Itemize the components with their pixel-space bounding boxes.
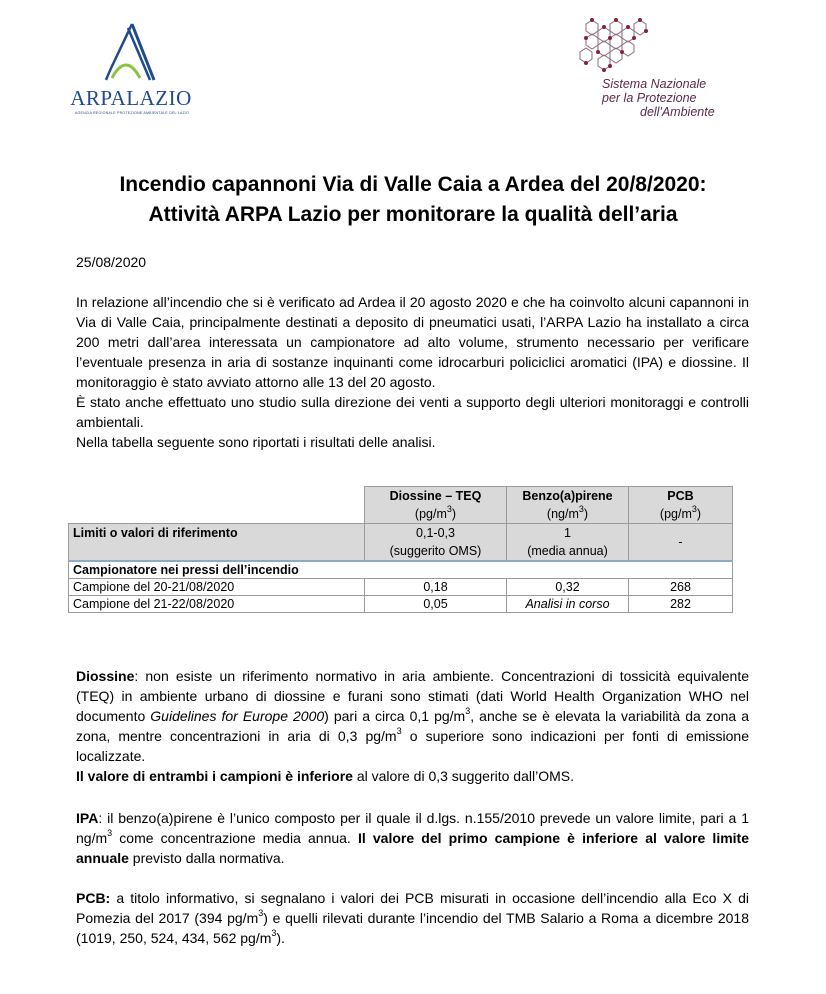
snpa-line-1: Sistema Nazionale xyxy=(602,77,707,91)
table-row-limits xyxy=(69,524,733,562)
column-unit: $(ng/m^3)$ xyxy=(546,503,589,521)
arpa-mountain-icon xyxy=(104,22,160,84)
column-name: Diossine – TEQ xyxy=(389,489,482,503)
column-header-benzo xyxy=(507,487,629,524)
snpa-logo xyxy=(572,14,752,124)
row-label: Campione del 20-21/08/2020 xyxy=(69,579,365,596)
table-row xyxy=(69,579,733,596)
intro-paragraph-2: È stato anche effettuato uno studio sulla direzione dei venti a supporto degli ulteriori monitoraggi e controlli ambientali. xyxy=(76,394,749,430)
column-header-diossine xyxy=(365,487,507,524)
page-title-line-1: Incendio capannoni Via di Valle Caia a Ardea del 20/8/2020: xyxy=(119,173,707,196)
arpa-logo-text: ARPALAZIO xyxy=(70,86,192,110)
document-date: 25/08/2020 xyxy=(76,254,147,270)
column-header-pcb xyxy=(629,487,733,524)
snpa-line-2: per la Protezione xyxy=(602,91,697,105)
intro-paragraph-3: Nella tabella seguente sono riportati i risultati delle analisi. xyxy=(76,434,436,450)
diossine-section xyxy=(76,666,749,786)
column-unit: $(pg/m^3)$ xyxy=(414,503,457,521)
row-benzo: 0,32 xyxy=(507,579,629,596)
diossine-paragraph: Diossine: non esiste un riferimento normativo in aria ambiente. Concentrazioni di tossicità equivalente (TEQ) in ambiente urbano di diossine e furani sono stimati (dati World Health Organization WHO nel documento Guidelines for Europe 2000) pari a circa 0,1 $pg/m^3$, anche se è elevata la variabilità da zona a zona, mentre concentrazioni in aria di 0,3 $pg/m^3$ o superiore sono indicazioni per fonti di emissione localizzate. xyxy=(76,668,749,764)
row-diossine: 0,18 xyxy=(365,579,507,596)
row-pcb: 268 xyxy=(629,579,733,596)
pcb-heading: PCB: xyxy=(76,890,111,906)
arpa-lazio-logo xyxy=(66,22,196,122)
ipa-section xyxy=(76,808,749,868)
diossine-conclusion: Il valore di entrambi i campioni è inferiore al valore di 0,3 suggerito dall’OMS. xyxy=(76,768,574,784)
snpa-hexagon-icon xyxy=(572,14,682,84)
column-unit: $(pg/m^3)$ xyxy=(659,503,702,521)
pcb-section xyxy=(76,888,749,948)
diossine-heading: Diossine xyxy=(76,668,135,684)
limits-benzo: 1 (media annua) xyxy=(507,524,629,562)
row-label: Campione del 21-22/08/2020 xyxy=(69,596,365,613)
ipa-paragraph: IPA: il benzo(a)pirene è l’unico composto per il quale il d.lgs. n.155/2010 prevede un valore limite, pari a 1 $ng/m^3$ come concentrazione media annua. Il valore del primo campione è inferiore al valore limite annuale previsto dalla normativa. xyxy=(76,810,749,866)
intro-paragraph-1: In relazione all’incendio che si è verificato ad Ardea il 20 agosto 2020 e che ha coinvolto alcuni capannoni in Via di Valle Caia, principalmente destinati a deposito di pneumatici usati, l’ARPA Lazio ha installato a circa 200 metri dall’area interessata un campionatore ad alto volume, strumento necessario per verificare l’eventuale presenza in aria di sostanze inquinanti come idrocarburi policiclici aromatici (IPA) e diossine. Il monitoraggio è stato avviato attorno alle 13 del 20 agosto. xyxy=(76,294,749,390)
limits-label: Limiti o valori di riferimento xyxy=(69,524,365,562)
row-diossine: 0,05 xyxy=(365,596,507,613)
table-header-empty xyxy=(69,487,365,524)
table-row xyxy=(69,596,733,613)
ipa-heading: IPA xyxy=(76,810,99,826)
table-header-row xyxy=(69,487,733,524)
snpa-line-3: dell'Ambiente xyxy=(640,105,715,119)
row-benzo: Analisi in corso xyxy=(507,596,629,613)
intro-text xyxy=(76,292,749,452)
column-name: Benzo(a)pirene xyxy=(522,489,613,503)
limits-pcb: - xyxy=(629,524,733,562)
column-name: PCB xyxy=(667,489,694,503)
row-pcb: 282 xyxy=(629,596,733,613)
limits-diossine: 0,1-0,3 (suggerito OMS) xyxy=(365,524,507,562)
pcb-paragraph: PCB: a titolo informativo, si segnalano i valori dei PCB misurati in occasione dell’incendio alla Eco X di Pomezia del 2017 (394 $pg/m^3$) e quelli rilevati durante l’incendio del TMB Salario a Roma a dicembre 2018 (1019, 250, 524, 434, 562 $pg/m^3$). xyxy=(76,890,750,946)
table-section-row xyxy=(69,561,733,579)
page-title-line-2: Attività ARPA Lazio per monitorare la qualità dell’aria xyxy=(148,203,678,226)
arpa-logo-subtitle: AGENZIA REGIONALE PROTEZIONE AMBIENTALE DEL LAZIO xyxy=(74,111,190,115)
table-section-label: Campionatore nei pressi dell’incendio xyxy=(69,561,733,579)
results-table xyxy=(68,486,733,613)
